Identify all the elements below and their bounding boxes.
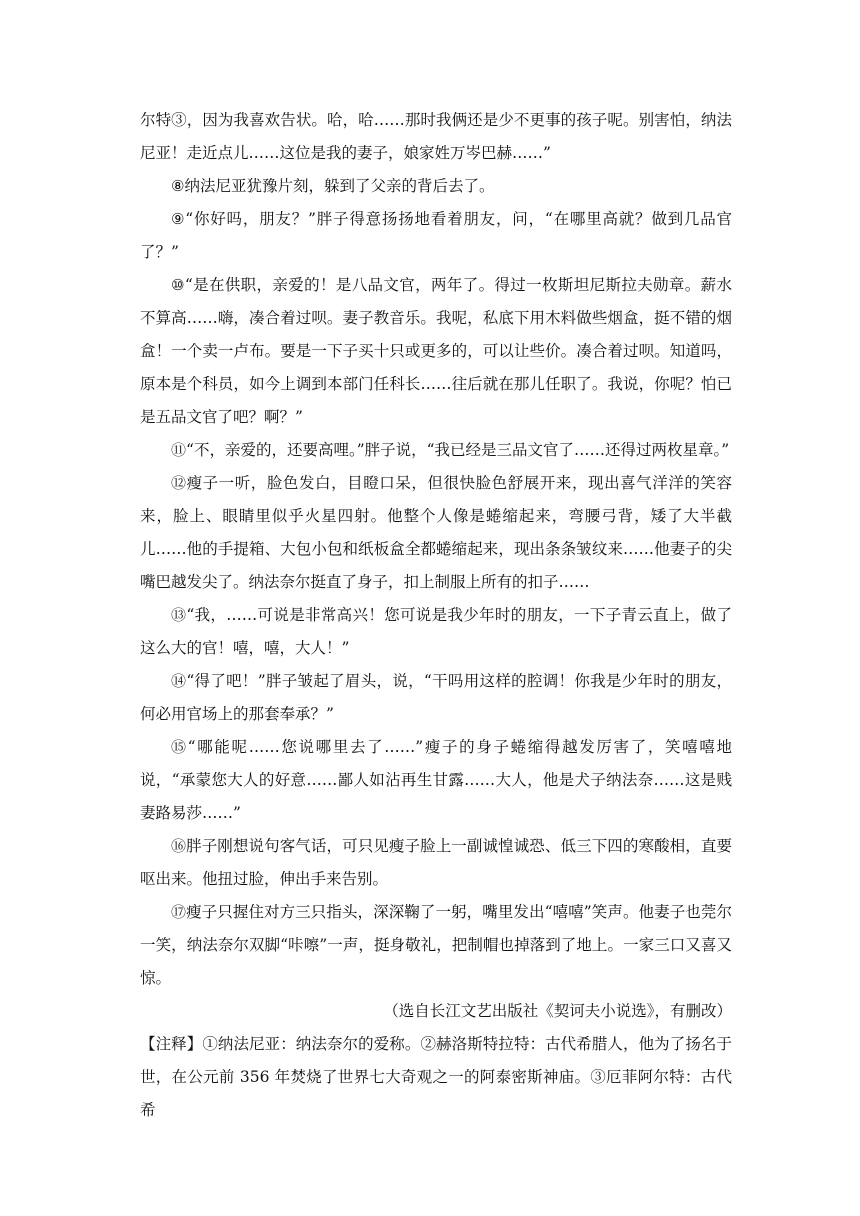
paragraph-number: ⑬	[171, 606, 187, 624]
paragraph	[140, 104, 732, 170]
paragraph	[140, 170, 732, 203]
paragraph-text: “你好吗，朋友？”胖子得意扬扬地看着朋友，问，“在哪里高就？做到几品官了？”	[140, 210, 732, 261]
paragraph-text: “得了吧！”胖子皱起了眉头，说，“干吗用这样的腔调！你我是少年时的朋友，何必用官场上的那套奉承？”	[140, 672, 732, 723]
paragraph-text: 瘦子只握住对方三只指头，深深鞠了一躬，嘴里发出“嘻嘻”笑声。他妻子也莞尔一笑，纳法奈尔双脚“咔嚓”一声，挺身敬礼，把制帽也掉落到了地上。一家三口又喜又惊。	[140, 903, 732, 987]
paragraph	[140, 203, 732, 269]
paragraph-text: “哪能呢……您说哪里去了……”瘦子的身子蜷缩得越发厉害了，笑嘻嘻地说，“承蒙您大人的好意……鄙人如沾再生甘露……大人，他是犬子纳法奈……这是贱妻路易莎……”	[140, 738, 732, 822]
paragraph	[140, 434, 732, 467]
paragraph-text: 纳法尼亚犹豫片刻，躲到了父亲的背后去了。	[184, 177, 495, 195]
source-citation: （选自长江文艺出版社《契诃夫小说选》，有删改）	[383, 1002, 732, 1020]
paragraph-text: 瘦子一听，脸色发白，目瞪口呆，但很快脸色舒展开来，现出喜气洋洋的笑容来，脸上、眼睛里似乎火星四射。他整个人像是蜷缩起来，弯腰弓背，矮了大半截儿……他的手提箱、大包小包和纸板盒全都蜷缩起来，现出条条皱纹来……他妻子的尖嘴巴越发尖了。纳法奈尔挺直了身子，扣上制服上所有的扣子……	[140, 474, 732, 591]
paragraph-number: ⑮	[171, 738, 188, 756]
paragraph-number: ⑯	[171, 837, 187, 855]
paragraph	[140, 830, 732, 896]
paragraph-number: ⑪	[171, 441, 187, 459]
article-body	[140, 104, 732, 1127]
paragraph-number: ⑧	[171, 177, 185, 195]
paragraph-number: ⑩	[171, 276, 185, 294]
paragraph	[140, 599, 732, 665]
paragraph-text: “不，亲爱的，还要高哩。”胖子说，“我已经是三品文官了……还得过两枚星章。”	[186, 441, 730, 459]
paragraph	[140, 896, 732, 995]
paragraph-number: ⑫	[171, 474, 187, 492]
paragraph-number: ⑨	[171, 210, 186, 228]
paragraph-text: “是在供职，亲爱的！是八品文官，两年了。得过一枚斯坦尼斯拉夫勋章。薪水不算高……嗨，凑合着过呗。妻子教音乐。我呢，私底下用木料做些烟盒，挺不错的烟盒！一个卖一卢布。要是一下子买十只或更多的，可以让些价。凑合着过呗。知道吗，原本是个科员，如今上调到本部门任科长……往后就在那儿任职了。我说，你呢？怕已是五品文官了吧？啊？”	[140, 276, 732, 426]
paragraph	[140, 269, 732, 434]
paragraph-text: “我，……可说是非常高兴！您可说是我少年时的朋友，一下子青云直上，做了这么大的官！嘻，嘻，大人！”	[140, 606, 732, 657]
paragraph-text: 胖子刚想说句客气话，可只见瘦子脸上一副诚惶诚恐、低三下四的寒酸相，直要呕出来。他扭过脸，伸出手来告别。	[140, 837, 732, 888]
paragraph	[140, 665, 732, 731]
paragraph	[140, 731, 732, 830]
annotation-note: 【注释】①纳法尼亚：纳法奈尔的爱称。②赫洛斯特拉特：古代希腊人，他为了扬名于世，在公元前 356 年焚烧了世界七大奇观之一的阿泰密斯神庙。③厄菲阿尔特：古代希	[140, 1035, 732, 1119]
paragraph-text: 尔特③，因为我喜欢告状。哈，哈……那时我俩还是少不更事的孩子呢。别害怕，纳法尼亚！走近点儿……这位是我的妻子，娘家姓万岑巴赫……”	[140, 111, 732, 162]
paragraph-number: ⑰	[171, 903, 187, 921]
paragraph-number: ⑭	[171, 672, 187, 690]
paragraph	[140, 467, 732, 599]
